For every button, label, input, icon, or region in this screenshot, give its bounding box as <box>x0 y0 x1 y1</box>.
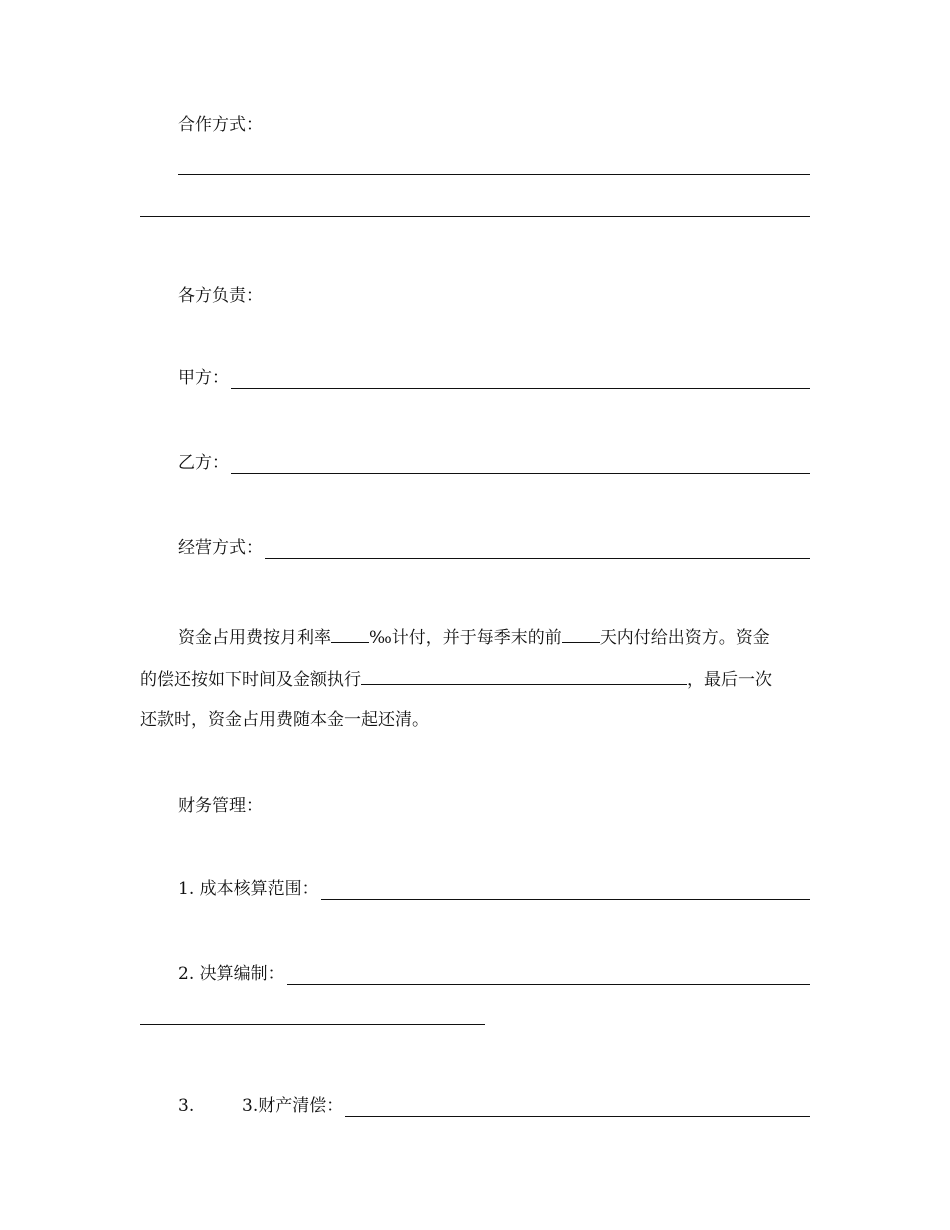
funding-line-3: 还款时，资金占用费随本金一起还清。 <box>140 710 429 730</box>
cost-accounting-row <box>178 878 810 900</box>
operation-row <box>178 537 810 559</box>
final-accounts-row <box>178 963 810 985</box>
party-b-label: 乙方： <box>178 453 229 473</box>
days-blank[interactable] <box>562 624 600 643</box>
funding-text-1: 资金占用费按月利率 <box>178 628 331 648</box>
party-a-label: 甲方： <box>178 368 229 388</box>
funding-line-1 <box>178 624 770 649</box>
funding-text-5: ，最后一次 <box>687 670 772 690</box>
operation-blank[interactable] <box>265 540 810 559</box>
party-a-blank[interactable] <box>231 370 810 389</box>
cooperation-blank-line-1[interactable] <box>178 174 810 175</box>
party-b-row <box>178 452 810 474</box>
final-accounts-blank-line-2[interactable] <box>140 1024 485 1025</box>
property-settlement-row <box>242 1095 810 1117</box>
funding-text-4: 的偿还按如下时间及金额执行 <box>140 670 361 690</box>
funding-text-2: ‰计付，并于每季末的前 <box>369 628 562 648</box>
party-b-blank[interactable] <box>231 455 810 474</box>
funding-line-2 <box>140 666 772 691</box>
cooperation-blank-line-2[interactable] <box>140 216 810 217</box>
item-3-number: 3. <box>178 1096 195 1116</box>
cooperation-label: 合作方式： <box>178 115 263 135</box>
party-a-row <box>178 367 810 389</box>
responsibility-label: 各方负责： <box>178 286 263 306</box>
final-accounts-blank[interactable] <box>287 966 810 985</box>
finance-label: 财务管理： <box>178 796 263 816</box>
cost-accounting-label: 1. 成本核算范围： <box>178 879 319 899</box>
final-accounts-label: 2. 决算编制： <box>178 964 285 984</box>
funding-text-3: 天内付给出资方。资金 <box>599 628 770 648</box>
interest-rate-blank[interactable] <box>331 624 369 643</box>
property-settlement-label: 3.财产清偿： <box>242 1096 344 1116</box>
repayment-schedule-blank[interactable] <box>361 666 687 685</box>
property-settlement-blank[interactable] <box>345 1098 810 1117</box>
operation-label: 经营方式： <box>178 538 263 558</box>
cost-accounting-blank[interactable] <box>321 881 810 900</box>
